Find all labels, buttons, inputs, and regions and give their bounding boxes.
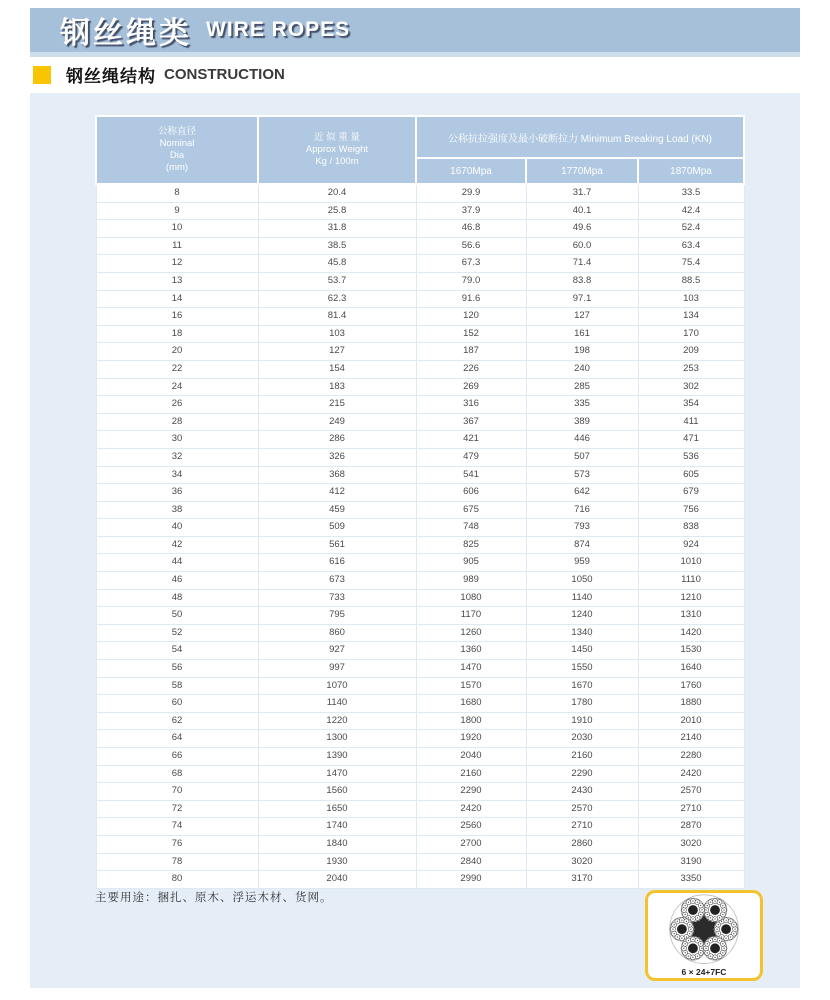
table-cell: 42.4	[638, 202, 744, 220]
table-cell: 285	[526, 378, 638, 396]
header-1870mpa: 1870Mpa	[638, 158, 744, 184]
table-cell: 1680	[416, 695, 526, 713]
table-cell: 18	[96, 325, 258, 343]
page-title-en: WIRE ROPES	[206, 18, 351, 41]
table-cell: 42	[96, 536, 258, 554]
table-cell: 927	[258, 642, 416, 660]
table-cell: 1260	[416, 624, 526, 642]
table-cell: 64	[96, 730, 258, 748]
table-row	[96, 871, 744, 889]
table-row	[96, 695, 744, 713]
table-cell: 675	[416, 501, 526, 519]
table-cell: 2840	[416, 853, 526, 871]
table-cell: 1840	[258, 835, 416, 853]
table-cell: 198	[526, 343, 638, 361]
table-cell: 561	[258, 536, 416, 554]
table-cell: 1560	[258, 783, 416, 801]
table-cell: 2420	[416, 800, 526, 818]
table-cell: 793	[526, 519, 638, 537]
table-cell: 3020	[638, 835, 744, 853]
table-cell: 989	[416, 572, 526, 590]
table-cell: 367	[416, 413, 526, 431]
table-cell: 28	[96, 413, 258, 431]
header-approx-weight-en1: Approx Weight	[305, 144, 369, 155]
table-cell: 838	[638, 519, 744, 537]
table-row	[96, 642, 744, 660]
table-row	[96, 484, 744, 502]
table-cell: 1390	[258, 748, 416, 766]
table-cell: 541	[416, 466, 526, 484]
table-cell: 56.6	[416, 237, 526, 255]
table-cell: 44	[96, 554, 258, 572]
table-cell: 1220	[258, 712, 416, 730]
table-cell: 479	[416, 448, 526, 466]
table-cell: 63.4	[638, 237, 744, 255]
table-cell: 46	[96, 572, 258, 590]
table-row	[96, 783, 744, 801]
table-cell: 13	[96, 272, 258, 290]
table-cell: 2140	[638, 730, 744, 748]
table-cell: 335	[526, 396, 638, 414]
header-breaking-load-group: 公称抗拉强度及最小破断拉力 Minimum Breaking Load (KN)	[416, 116, 744, 158]
table-cell: 31.8	[258, 220, 416, 238]
table-cell: 1140	[258, 695, 416, 713]
table-cell: 79.0	[416, 272, 526, 290]
table-row	[96, 501, 744, 519]
table-row	[96, 519, 744, 537]
header-approx-weight-en2: Kg / 100m	[315, 156, 359, 167]
table-row	[96, 800, 744, 818]
table-cell: 825	[416, 536, 526, 554]
table-cell: 368	[258, 466, 416, 484]
table-cell: 905	[416, 554, 526, 572]
table-cell: 573	[526, 466, 638, 484]
table-row	[96, 712, 744, 730]
table-cell: 2570	[526, 800, 638, 818]
usage-note: 主要用途：捆扎、原木、浮运木材、货网。	[95, 892, 333, 904]
table-cell: 1050	[526, 572, 638, 590]
table-cell: 507	[526, 448, 638, 466]
table-cell: 679	[638, 484, 744, 502]
table-cell: 1570	[416, 677, 526, 695]
page-header-bar	[30, 8, 800, 52]
table-cell: 997	[258, 660, 416, 678]
table-cell: 1080	[416, 589, 526, 607]
table-cell: 70	[96, 783, 258, 801]
table-cell: 1340	[526, 624, 638, 642]
table-body	[96, 184, 744, 888]
table-cell: 58	[96, 677, 258, 695]
table-cell: 1470	[416, 660, 526, 678]
table-cell: 1780	[526, 695, 638, 713]
table-row	[96, 624, 744, 642]
table-cell: 1530	[638, 642, 744, 660]
table-cell: 83.8	[526, 272, 638, 290]
table-cell: 924	[638, 536, 744, 554]
table-cell: 52.4	[638, 220, 744, 238]
table-cell: 91.6	[416, 290, 526, 308]
table-cell: 2290	[526, 765, 638, 783]
table-cell: 795	[258, 607, 416, 625]
table-cell: 66	[96, 748, 258, 766]
table-row	[96, 572, 744, 590]
table-cell: 32	[96, 448, 258, 466]
table-cell: 46.8	[416, 220, 526, 238]
table-cell: 1740	[258, 818, 416, 836]
header-nominal-dia	[96, 116, 258, 184]
table-row	[96, 589, 744, 607]
section-title-en: CONSTRUCTION	[164, 66, 285, 83]
table-cell: 54	[96, 642, 258, 660]
table-cell: 24	[96, 378, 258, 396]
table-cell: 16	[96, 308, 258, 326]
table-cell: 11	[96, 237, 258, 255]
table-cell: 673	[258, 572, 416, 590]
table-cell: 52	[96, 624, 258, 642]
table-cell: 38.5	[258, 237, 416, 255]
table-row	[96, 730, 744, 748]
table-cell: 72	[96, 800, 258, 818]
table-cell: 2710	[526, 818, 638, 836]
table-cell: 1140	[526, 589, 638, 607]
table-cell: 316	[416, 396, 526, 414]
yellow-bullet-icon	[33, 66, 51, 84]
table-row	[96, 677, 744, 695]
section-title-zh: 钢丝绳结构	[66, 67, 156, 86]
table-cell: 71.4	[526, 255, 638, 273]
table-row	[96, 818, 744, 836]
header-1770mpa: 1770Mpa	[526, 158, 638, 184]
table-cell: 3350	[638, 871, 744, 889]
table-cell: 33.5	[638, 184, 744, 202]
table-cell: 53.7	[258, 272, 416, 290]
header-1670mpa: 1670Mpa	[416, 158, 526, 184]
table-cell: 1650	[258, 800, 416, 818]
table-row	[96, 220, 744, 238]
page-title-zh: 钢丝绳类	[60, 17, 192, 50]
table-cell: 240	[526, 360, 638, 378]
table-cell: 30	[96, 431, 258, 449]
table-cell: 1310	[638, 607, 744, 625]
table-row	[96, 466, 744, 484]
table-cell: 209	[638, 343, 744, 361]
table-cell: 2290	[416, 783, 526, 801]
header-nominal-dia-en3: (mm)	[165, 162, 189, 173]
table-cell: 1170	[416, 607, 526, 625]
table-cell: 2860	[526, 835, 638, 853]
table-cell: 48	[96, 589, 258, 607]
table-cell: 2160	[416, 765, 526, 783]
table-cell: 187	[416, 343, 526, 361]
table-cell: 1360	[416, 642, 526, 660]
table-cell: 152	[416, 325, 526, 343]
table-cell: 1450	[526, 642, 638, 660]
table-cell: 2990	[416, 871, 526, 889]
table-cell: 9	[96, 202, 258, 220]
table-cell: 2560	[416, 818, 526, 836]
table-cell: 606	[416, 484, 526, 502]
table-cell: 49.6	[526, 220, 638, 238]
table-cell: 756	[638, 501, 744, 519]
table-row	[96, 448, 744, 466]
table-cell: 88.5	[638, 272, 744, 290]
table-cell: 446	[526, 431, 638, 449]
wire-rope-spec-table	[95, 115, 745, 889]
table-cell: 20	[96, 343, 258, 361]
table-cell: 67.3	[416, 255, 526, 273]
table-row	[96, 325, 744, 343]
table-cell: 1640	[638, 660, 744, 678]
rope-cross-section-box	[645, 890, 763, 981]
table-cell: 1420	[638, 624, 744, 642]
table-cell: 170	[638, 325, 744, 343]
table-row	[96, 607, 744, 625]
table-cell: 2160	[526, 748, 638, 766]
table-cell: 860	[258, 624, 416, 642]
table-cell: 226	[416, 360, 526, 378]
table-cell: 80	[96, 871, 258, 889]
table-cell: 20.4	[258, 184, 416, 202]
table-cell: 269	[416, 378, 526, 396]
table-cell: 40.1	[526, 202, 638, 220]
header-nominal-dia-en2: Dia	[169, 150, 185, 161]
header-accent-strip	[30, 52, 800, 57]
table-row	[96, 853, 744, 871]
table-cell: 2430	[526, 783, 638, 801]
header-approx-weight-zh: 近 似 重 量	[314, 132, 360, 143]
table-cell: 161	[526, 325, 638, 343]
table-cell: 642	[526, 484, 638, 502]
table-row	[96, 536, 744, 554]
table-cell: 154	[258, 360, 416, 378]
table-cell: 2710	[638, 800, 744, 818]
rope-cross-section-icon	[663, 894, 745, 966]
table-header	[96, 116, 744, 184]
table-cell: 616	[258, 554, 416, 572]
table-cell: 3190	[638, 853, 744, 871]
table-row	[96, 272, 744, 290]
table-cell: 56	[96, 660, 258, 678]
table-cell: 253	[638, 360, 744, 378]
table-cell: 2040	[258, 871, 416, 889]
table-cell: 50	[96, 607, 258, 625]
header-nominal-dia-zh: 公称直径	[157, 126, 196, 137]
table-cell: 302	[638, 378, 744, 396]
table-cell: 1110	[638, 572, 744, 590]
table-row	[96, 431, 744, 449]
header-approx-weight	[258, 116, 416, 184]
table-cell: 1920	[416, 730, 526, 748]
table-cell: 3020	[526, 853, 638, 871]
table-cell: 120	[416, 308, 526, 326]
table-cell: 2570	[638, 783, 744, 801]
table-cell: 1880	[638, 695, 744, 713]
table-cell: 25.8	[258, 202, 416, 220]
table-cell: 1800	[416, 712, 526, 730]
table-cell: 2420	[638, 765, 744, 783]
table-row	[96, 554, 744, 572]
table-cell: 45.8	[258, 255, 416, 273]
table-cell: 127	[258, 343, 416, 361]
table-row	[96, 202, 744, 220]
table-cell: 536	[638, 448, 744, 466]
table-cell: 354	[638, 396, 744, 414]
table-cell: 1210	[638, 589, 744, 607]
table-cell: 60	[96, 695, 258, 713]
table-cell: 1470	[258, 765, 416, 783]
table-cell: 31.7	[526, 184, 638, 202]
table-row	[96, 237, 744, 255]
table-row	[96, 765, 744, 783]
table-cell: 1070	[258, 677, 416, 695]
table-cell: 509	[258, 519, 416, 537]
table-cell: 1240	[526, 607, 638, 625]
table-row	[96, 413, 744, 431]
table-cell: 76	[96, 835, 258, 853]
content-panel	[30, 93, 800, 988]
table-cell: 1550	[526, 660, 638, 678]
table-cell: 40	[96, 519, 258, 537]
table-cell: 2700	[416, 835, 526, 853]
table-cell: 29.9	[416, 184, 526, 202]
table-cell: 75.4	[638, 255, 744, 273]
table-cell: 959	[526, 554, 638, 572]
table-row	[96, 835, 744, 853]
table-cell: 134	[638, 308, 744, 326]
table-cell: 103	[258, 325, 416, 343]
table-cell: 37.9	[416, 202, 526, 220]
table-cell: 326	[258, 448, 416, 466]
table-row	[96, 184, 744, 202]
table-cell: 1010	[638, 554, 744, 572]
table-cell: 127	[526, 308, 638, 326]
table-cell: 2280	[638, 748, 744, 766]
table-cell: 1930	[258, 853, 416, 871]
table-cell: 605	[638, 466, 744, 484]
table-cell: 249	[258, 413, 416, 431]
table-cell: 2040	[416, 748, 526, 766]
table-cell: 26	[96, 396, 258, 414]
table-row	[96, 255, 744, 273]
table-cell: 183	[258, 378, 416, 396]
table-cell: 1910	[526, 712, 638, 730]
table-cell: 103	[638, 290, 744, 308]
table-cell: 14	[96, 290, 258, 308]
table-cell: 412	[258, 484, 416, 502]
table-cell: 471	[638, 431, 744, 449]
table-cell: 22	[96, 360, 258, 378]
table-row	[96, 360, 744, 378]
table-row	[96, 343, 744, 361]
table-cell: 2870	[638, 818, 744, 836]
table-cell: 411	[638, 413, 744, 431]
table-cell: 81.4	[258, 308, 416, 326]
section-heading	[33, 62, 285, 87]
table-cell: 10	[96, 220, 258, 238]
table-cell: 97.1	[526, 290, 638, 308]
table-row	[96, 308, 744, 326]
table-cell: 78	[96, 853, 258, 871]
table-cell: 68	[96, 765, 258, 783]
table-cell: 1760	[638, 677, 744, 695]
table-cell: 38	[96, 501, 258, 519]
table-cell: 3170	[526, 871, 638, 889]
table-cell: 12	[96, 255, 258, 273]
rope-construction-label: 6 × 24+7FC	[681, 967, 727, 977]
table-row	[96, 748, 744, 766]
table-cell: 74	[96, 818, 258, 836]
table-cell: 421	[416, 431, 526, 449]
table-cell: 389	[526, 413, 638, 431]
table-cell: 2010	[638, 712, 744, 730]
table-cell: 62.3	[258, 290, 416, 308]
table-cell: 716	[526, 501, 638, 519]
table-cell: 1300	[258, 730, 416, 748]
table-cell: 60.0	[526, 237, 638, 255]
header-nominal-dia-en1: Nominal	[159, 138, 195, 149]
table-cell: 459	[258, 501, 416, 519]
table-cell: 2030	[526, 730, 638, 748]
table-cell: 215	[258, 396, 416, 414]
table-cell: 286	[258, 431, 416, 449]
table-row	[96, 396, 744, 414]
table-cell: 1670	[526, 677, 638, 695]
table-row	[96, 290, 744, 308]
table-cell: 34	[96, 466, 258, 484]
table-cell: 874	[526, 536, 638, 554]
table-cell: 8	[96, 184, 258, 202]
table-row	[96, 660, 744, 678]
table-cell: 36	[96, 484, 258, 502]
table-cell: 748	[416, 519, 526, 537]
table-row	[96, 378, 744, 396]
table-cell: 733	[258, 589, 416, 607]
table-cell: 62	[96, 712, 258, 730]
